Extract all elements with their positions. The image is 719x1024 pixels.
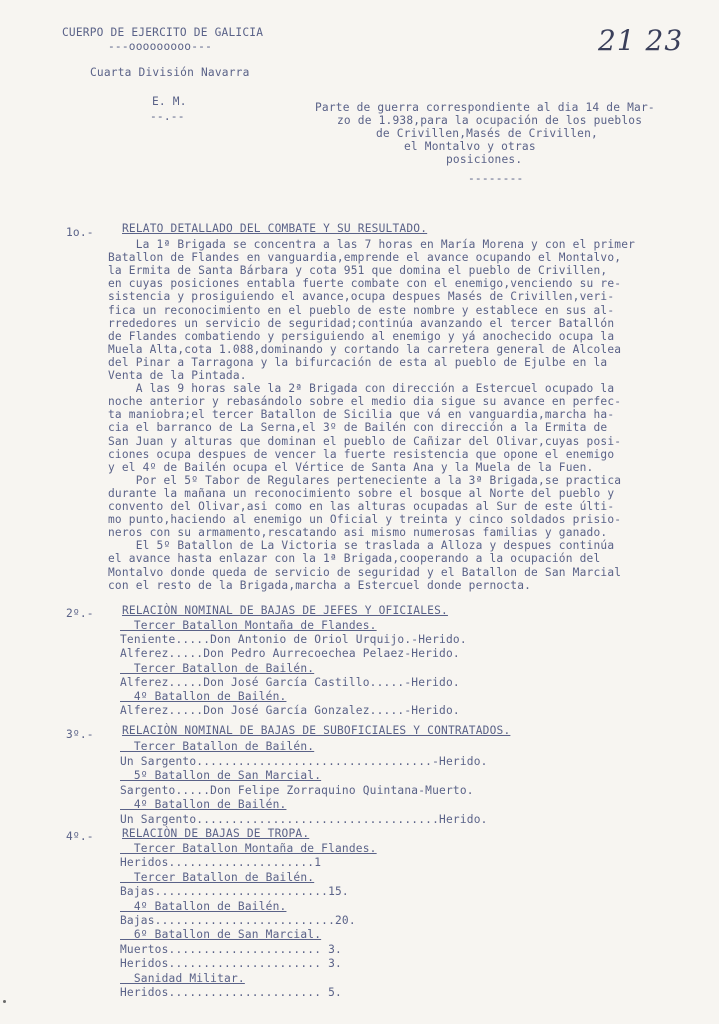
- casualty-entry: Alferez.....Don Pedro Aurrecoechea Pelaez-Herido.: [120, 647, 460, 661]
- casualty-entry: Heridos...................... 3.: [120, 957, 342, 971]
- title-line: Parte de guerra correspondiente al dia 14 de Mar-: [315, 101, 655, 114]
- section-2-heading: RELACIÒN NOMINAL DE BAJAS DE JEFES Y OFICIALES.: [122, 604, 448, 617]
- section-3-heading: RELACIÒN NOMINAL DE BAJAS DE SUBOFICIALES Y CONTRATADOS.: [122, 724, 511, 737]
- paragraph-line: fica un reconocimiento en el pueblo de este nombre y establece en sus al-: [108, 303, 615, 317]
- casualty-entry: Teniente.....Don Antonio de Oriol Urquijo.-Herido.: [120, 633, 467, 647]
- paragraph-line: El 5º Batallon de La Victoria se traslada a Alloza y despues continúa: [108, 539, 615, 553]
- casualty-entry: Sargento.....Don Felipe Zorraquino Quintana-Muerto.: [120, 783, 474, 797]
- casualty-entry: Heridos.....................1: [120, 856, 322, 870]
- paragraph-line: neros con su armamento,rescatando asi mismo numerosas familias y ganado.: [108, 526, 608, 540]
- paragraph-line: Montalvo donde queda de servicio de seguridad y el Batallon de San Marcial: [108, 565, 622, 579]
- casualty-entry: Alferez.....Don José García Castillo.....-Herido.: [120, 675, 460, 689]
- section-4-number: 4º.-: [66, 830, 94, 843]
- paragraph-line: el avance hasta enlazar con la 1ª Brigada,cooperando a la ocupación del: [108, 552, 601, 566]
- unit-rule: ---ooooooooo---: [108, 40, 213, 53]
- casualty-entry: Un Sargento..................................-Herido.: [120, 754, 488, 768]
- handwritten-page-number: 21 23: [598, 24, 684, 57]
- unit-subheading: Tercer Batallon Montaña de Flandes.: [120, 842, 377, 855]
- unit-subheading: 4º Batallon de Bailén.: [120, 899, 287, 913]
- unit-subheading: Tercer Batallon de Bailén.: [120, 661, 315, 675]
- paragraph-line: noche anterior y rebasándolo sobre el medio dia sigue su avance en perfec-: [108, 395, 622, 409]
- division-name: Cuarta División Navarra: [90, 66, 250, 79]
- staff-label: E. M.: [152, 95, 187, 108]
- paragraph-line: y el 4º de Bailén ocupa el Vértice de Santa Ana y la Muela de la Fuen.: [108, 460, 594, 474]
- paragraph-line: cia el barranco de La Serna,el 3º de Bailén con dirección a la Ermita de: [108, 421, 608, 435]
- paragraph-line: con el resto de la Brigada,marcha a Estercuel donde pernocta.: [108, 578, 532, 592]
- section-2-number: 2º.-: [66, 607, 94, 620]
- paragraph-line: La 1ª Brigada se concentra a las 7 horas en María Morena y con el primer: [108, 238, 636, 251]
- title-line: posiciones.: [446, 153, 523, 166]
- section-1-heading: RELATO DETALLADO DEL COMBATE Y SU RESULTADO.: [122, 222, 428, 235]
- unit-subheading: Sanidad Militar.: [120, 971, 245, 985]
- paragraph-line: Muela Alta,cota 1.088,dominando y cortando la carretera general de Alcolea: [108, 342, 622, 356]
- paragraph-line: ciones ocupa despues de vencer la fuerte resistencia que opone el enemigo: [108, 447, 615, 461]
- casualty-entry: Alferez.....Don José García Gonzalez.....-Herido.: [120, 704, 460, 718]
- section-3-number: 3º.-: [66, 728, 94, 741]
- section-1-number: 1o.-: [66, 226, 94, 239]
- paragraph-line: del Pinar a Tarragona y la bifurcación de esta al pueblo de Ejulbe en la: [108, 355, 608, 369]
- unit-subheading: 5º Batallon de San Marcial.: [120, 769, 322, 782]
- paragraph-line: Por el 5º Tabor de Regulares perteneciente a la 3ª Brigada,se practica: [108, 473, 622, 487]
- casualty-entry: Bajas..........................20.: [120, 914, 356, 927]
- title-rule: --------: [468, 172, 524, 185]
- casualty-entry: Muertos...................... 3.: [120, 942, 342, 956]
- unit-subheading: Tercer Batallon de Bailén.: [120, 740, 315, 753]
- paragraph-line: convento del Olivar,asi como en las alturas ocupadas al Sur de este últi-: [108, 500, 615, 513]
- paragraph-line: durante la mañana un reconocimiento sobre el bosque al Norte del pueblo y: [108, 486, 615, 500]
- paragraph-line: rrededores un servicio de seguridad;continúa avanzando el tercer Batallón: [108, 316, 615, 330]
- title-line: el Montalvo y otras: [404, 140, 536, 153]
- unit-subheading: Tercer Batallon de Bailén.: [120, 870, 315, 884]
- paragraph-line: la Ermita de Santa Bárbara y cota 951 que domina el pueblo de Crivillen,: [108, 264, 608, 278]
- paragraph-line: San Juan y alturas que dominan el pueblo de Cañizar del Olivar,cuyas posi-: [108, 434, 622, 448]
- unit-subheading: 4º Batallon de Bailén.: [120, 798, 287, 811]
- paragraph-line: de Flandes combatiendo y persiguiendo al enemigo y yá anochecido ocupa la: [108, 329, 615, 343]
- casualty-entry: Heridos...................... 5.: [120, 986, 342, 999]
- paragraph-line: en cuyas posiciones entabla fuerte combate con el enemigo,venciendo su re-: [108, 277, 622, 291]
- scan-mark: [3, 1000, 6, 1003]
- title-line: zo de 1.938,para la ocupación de los pueblos: [337, 114, 643, 127]
- paragraph-line: ta maniobra;el tercer Batallon de Sicilia que vá en vanguardia,marcha ha-: [108, 408, 615, 422]
- section-4-heading: RELACIÒN DE BAJAS DE TROPA.: [122, 827, 310, 840]
- paragraph-line: Venta de la Pintada.: [108, 369, 247, 382]
- unit-subheading: 6º Batallon de San Marcial.: [120, 928, 322, 942]
- unit-name: CUERPO DE EJERCITO DE GALICIA: [62, 26, 264, 39]
- paragraph-line: A las 9 horas sale la 2ª Brigada con dirección a Estercuel ocupado la: [108, 382, 615, 396]
- unit-subheading: 4º Batallon de Bailén.: [120, 690, 287, 703]
- paragraph-line: Batallon de Flandes en vanguardia,emprende el avance ocupando el Montalvo,: [108, 251, 622, 265]
- title-line: de Crivillen,Masés de Crivillen,: [376, 127, 598, 140]
- unit-subheading: Tercer Batallon Montaña de Flandes.: [120, 619, 377, 632]
- casualty-entry: Un Sargento...................................Herido.: [120, 812, 488, 826]
- paragraph-line: sistencia y prosiguiendo el avance,ocupa despues Masés de Crivillen,veri-: [108, 290, 615, 304]
- staff-rule: --.--: [150, 110, 185, 123]
- paragraph-line: mo punto,haciendo al enemigo un Oficial y treinta y cinco soldados prisio-: [108, 513, 622, 527]
- casualty-entry: Bajas.........................15.: [120, 885, 349, 899]
